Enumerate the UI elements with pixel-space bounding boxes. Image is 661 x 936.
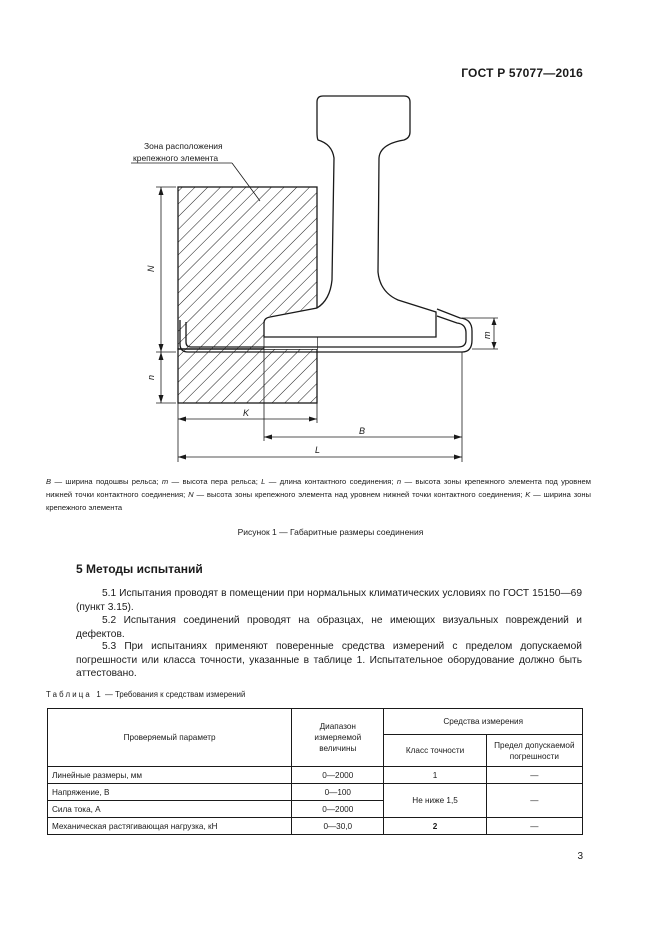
dim-K-label: K: [243, 408, 250, 418]
table-row: Сила тока, А 0—2000: [48, 801, 583, 818]
header-class: Класс точности: [384, 735, 486, 767]
table-title: Таблица 1 — Требования к средствам измерений: [46, 690, 246, 699]
header-limit: Предел допускаемой погрешности: [486, 735, 582, 767]
dim-N-label: N: [146, 265, 156, 272]
header-param: Проверяемый параметр: [48, 709, 292, 767]
table-row: Линейные размеры, мм 0—2000 1 —: [48, 767, 583, 784]
measurement-requirements-table: [47, 708, 583, 835]
paragraph-5-1: 5.1 Испытания проводят в помещении при нормальных климатических условиях по ГОСТ 15150—69 (пункт 3.15).: [76, 588, 582, 613]
dim-B-label: B: [359, 426, 366, 436]
table-row: Механическая растягивающая нагрузка, кН 0—30,0 2 —: [48, 818, 583, 835]
table-row: Напряжение, В 0—100 Не ниже 1,5 —: [48, 784, 583, 801]
dim-L-label: L: [315, 445, 321, 455]
figure-caption: B — ширина подошвы рельса; m — высота пера рельса; L — длина контактного соединения; n — высота зоны крепежного элемента под уровнем нижней точки контактного соединения; N — высота зоны крепежного элемента над уровнем нижней точки контактного соединения; K — ширина зоны крепежного элемента: [46, 477, 591, 512]
dim-m-label: m: [482, 331, 492, 339]
paragraph-5-2: 5.2 Испытания соединений проводят на образцах, не имеющих визуальных повреждений и дефектов.: [76, 615, 582, 640]
section-heading: 5 Методы испытаний: [76, 562, 203, 576]
zone-label-line1: Зона расположения: [144, 141, 223, 151]
paragraph-5-3: 5.3 При испытаниях применяют поверенные средства измерений с пределом допускаемой погрешности или класса точности, указанные в таблице 1. Испытательное оборудование должно быть аттестовано.: [76, 641, 582, 679]
fastening-zone-lower: [178, 349, 317, 403]
header-range: Диапазон измеряемой величины: [292, 709, 384, 767]
header-tools: Средства измерения: [384, 709, 583, 735]
figure-title: Рисунок 1 — Габаритные размеры соединения: [237, 527, 424, 537]
page-number: 3: [577, 851, 583, 862]
dim-n-label: n: [146, 374, 156, 380]
zone-label-line2: крепежного элемента: [133, 153, 219, 163]
document-number: ГОСТ Р 57077—2016: [461, 66, 583, 80]
